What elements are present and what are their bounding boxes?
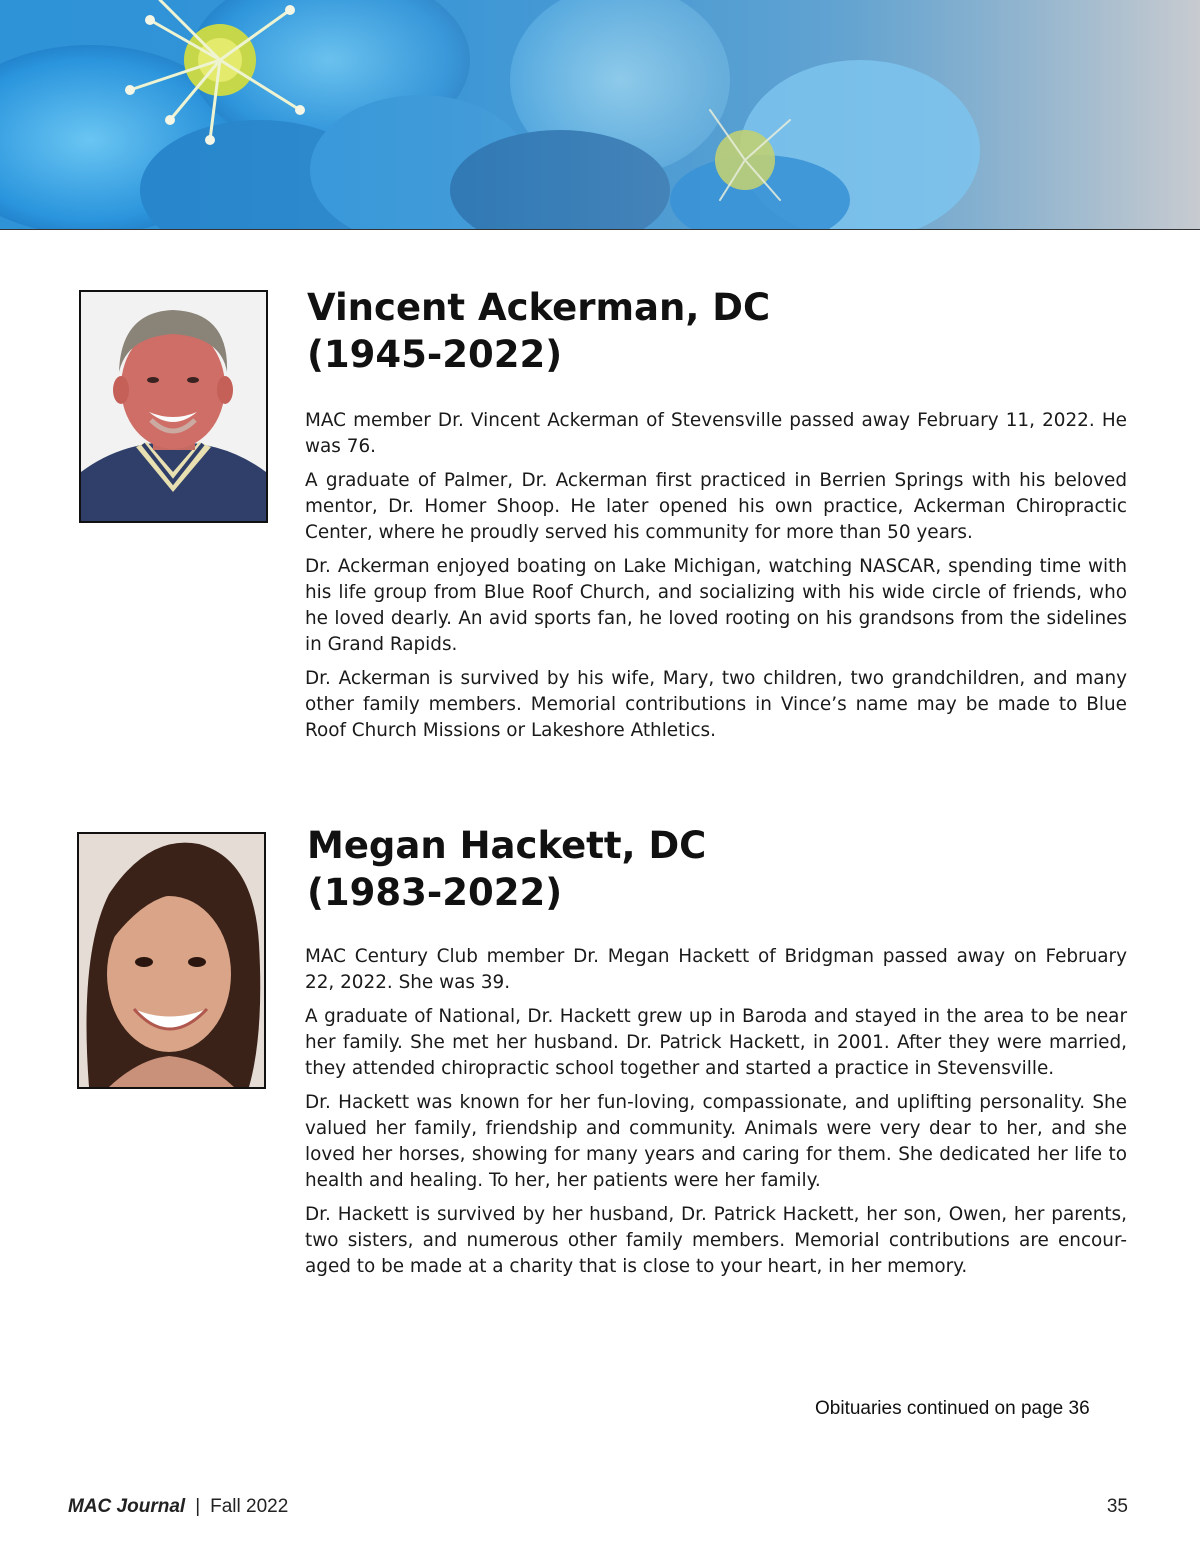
- page-footer: [68, 1496, 288, 1518]
- issue-label: Fall 2022: [210, 1496, 289, 1517]
- obituary-paragraph: Dr. Hackett was known for her fun-loving, compassionate, and uplifting personality. She valued her family, friendship and community. Animals were very dear to her, and she loved her horses, showing for many years and caring for them. She dedicated her life to health and healing. To her, her patients were her family.: [305, 1092, 1127, 1191]
- obituary-title: [307, 822, 706, 916]
- blue-flower-image: [0, 0, 1200, 229]
- obituary-paragraph: Dr. Ackerman is survived by his wife, Mary, two children, two grandchildren, and many other family members. Memorial contributions in Vince’s name may be made to Blue Roof Church Missions or Lakeshore Athletics.: [305, 668, 1127, 741]
- obituary-paragraph: A graduate of National, Dr. Hackett grew up in Baroda and stayed in the area to be near her family. She met her husband. Dr. Patrick Hackett, in 2001. After they were married, they attended chiropractic school together and started a practice in Stevensville.: [305, 1006, 1127, 1079]
- portrait-photo: [79, 290, 268, 523]
- journal-name: MAC Journal: [68, 1496, 186, 1517]
- obituary-paragraph: Dr. Hackett is survived by her husband, Dr. Patrick Hackett, her son, Owen, her parents, two sisters, and numerous other family members. Memorial contributions are encour-aged to be made at a charity that is close to your heart, in her memory.: [305, 1204, 1127, 1277]
- obituary-paragraph: Dr. Ackerman enjoyed boating on Lake Michigan, watching NASCAR, spending time with his life group from Blue Roof Church, and socializing with his wide circle of friends, who he loved dearly. An avid sports fan, he loved rooting on his grandsons from the sidelines in Grand Rapids.: [305, 556, 1127, 655]
- life-years: (1945-2022): [307, 333, 563, 376]
- life-years: (1983-2022): [307, 871, 563, 914]
- obituary-body: [305, 408, 1127, 752]
- footer-separator: |: [195, 1496, 201, 1517]
- woman-portrait-image: [79, 834, 264, 1087]
- deceased-name: Megan Hackett, DC: [307, 824, 707, 867]
- obituary-title: [307, 284, 770, 378]
- obituary-paragraph: MAC Century Club member Dr. Megan Hackett of Bridgman passed away on February 22, 2022. She was 39.: [305, 946, 1127, 993]
- header-flower-banner: [0, 0, 1200, 230]
- portrait-photo: [77, 832, 266, 1089]
- man-portrait-image: [81, 292, 266, 521]
- deceased-name: Vincent Ackerman, DC: [307, 286, 771, 329]
- obituary-paragraph: A graduate of Palmer, Dr. Ackerman first practiced in Berrien Springs with his beloved mentor, Dr. Homer Shoop. He later opened his own practice, Ackerman Chiropractic Center, where he proudly served his community for more than 50 years.: [305, 470, 1127, 543]
- continued-note: Obituaries continued on page 36: [815, 1398, 1090, 1419]
- obituary-paragraph: MAC member Dr. Vincent Ackerman of Stevensville passed away February 11, 2022. He was 76.: [305, 410, 1127, 457]
- page-number: 35: [1106, 1496, 1128, 1517]
- obituary-body: [305, 944, 1127, 1288]
